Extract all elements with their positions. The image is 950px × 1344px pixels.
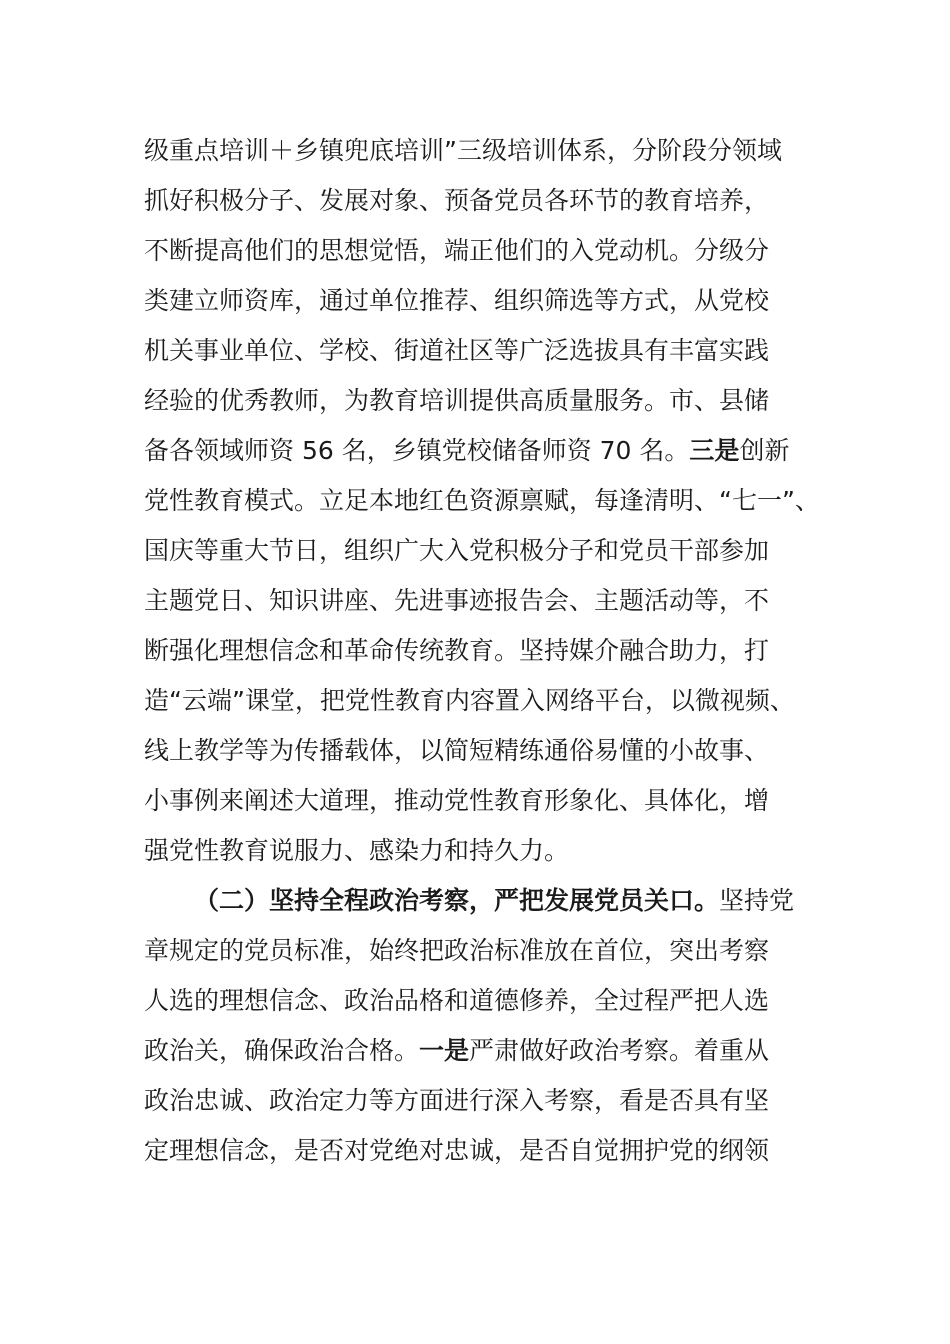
- section-heading: （二）坚持全程政治考察，严把发展党员关口。: [194, 886, 720, 915]
- text-line: 断强化理想信念和革命传统教育。坚持媒介融合助力，打: [144, 636, 770, 665]
- text-span: 创新: [739, 436, 790, 465]
- text-line: 不断提高他们的思想觉悟，端正他们的入党动机。分级分: [144, 236, 770, 265]
- text-line: 经验的优秀教师，为教育培训提供高质量服务。市、县储: [144, 386, 770, 415]
- emphasis-yi-shi: 一是: [419, 1036, 470, 1065]
- text-line: 章规定的党员标准，始终把政治标准放在首位，突出考察: [144, 936, 770, 965]
- text-line: 政治忠诚、政治定力等方面进行深入考察，看是否具有坚: [144, 1086, 770, 1115]
- text-line: 级重点培训＋乡镇兜底培训”三级培训体系，分阶段分领域: [144, 136, 782, 165]
- text-line: 抓好积极分子、发展对象、预备党员各环节的教育培养，: [144, 186, 770, 215]
- text-span: 严肃做好政治考察。着重从: [469, 1036, 770, 1065]
- text-line: 小事例来阐述大道理，推动党性教育形象化、具体化，增: [144, 786, 770, 815]
- text-span: 政治关，确保政治合格。: [144, 1036, 420, 1065]
- text-line: 党性教育模式。立足本地红色资源禀赋，每逢清明、“七一”、: [144, 486, 820, 515]
- text-line: 定理想信念，是否对党绝对忠诚，是否自觉拥护党的纲领: [144, 1136, 770, 1165]
- text-line: [144, 426, 824, 476]
- text-line: 主题党日、知识讲座、先进事迹报告会、主题活动等，不: [144, 586, 770, 615]
- text-line: 机关事业单位、学校、街道社区等广泛选拔具有丰富实践: [144, 336, 770, 365]
- text-line: 线上教学等为传播载体，以简短精练通俗易懂的小故事、: [144, 736, 770, 765]
- body-text: [144, 126, 824, 1176]
- emphasis-san-shi: 三是: [689, 436, 740, 465]
- text-line: 类建立师资库，通过单位推荐、组织筛选等方式，从党校: [144, 286, 770, 315]
- section-heading-line: [144, 876, 824, 926]
- text-line: 国庆等重大节日，组织广大入党积极分子和党员干部参加: [144, 536, 770, 565]
- text-line: 强党性教育说服力、感染力和持久力。: [144, 836, 570, 865]
- text-line: 人选的理想信念、政治品格和道德修养，全过程严把人选: [144, 986, 770, 1015]
- text-line: [144, 1026, 824, 1076]
- text-line: 造“云端”课堂，把党性教育内容置入网络平台，以微视频、: [144, 686, 795, 715]
- text-span: 坚持党: [719, 886, 795, 915]
- text-span: 备各领域师资 56 名，乡镇党校储备师资 70 名。: [144, 436, 690, 465]
